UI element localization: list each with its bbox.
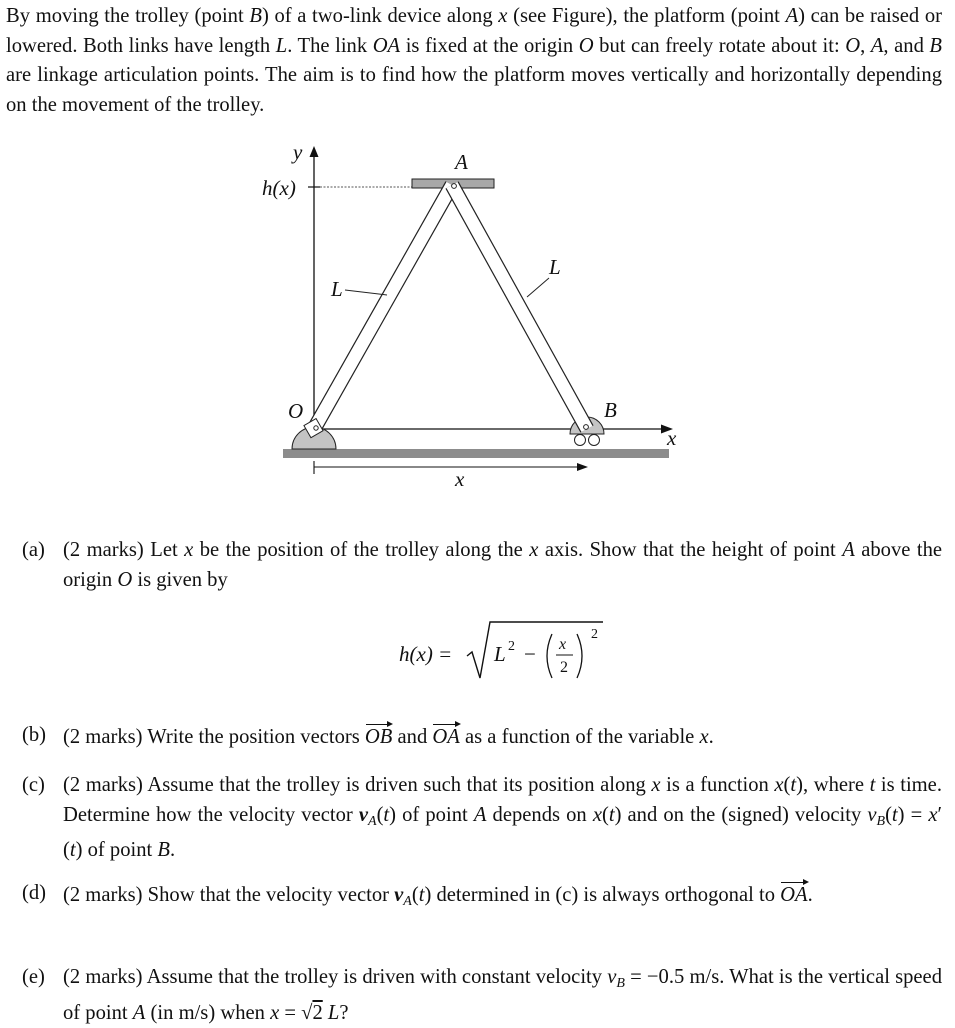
label-O: O xyxy=(288,399,304,423)
formula-L: L xyxy=(494,642,506,666)
label-L-right: L xyxy=(549,255,561,279)
link-OA xyxy=(314,185,452,429)
height-formula xyxy=(395,616,635,692)
label-h: h(x) xyxy=(262,176,296,200)
question-b: (b) (2 marks) Write the position vectors OB and OA as a function of the variable x. xyxy=(22,721,942,753)
formula-num: x xyxy=(559,636,567,653)
label-L-left: L xyxy=(331,277,343,301)
pivot-B xyxy=(584,425,589,430)
formula-L-exp: 2 xyxy=(508,639,515,654)
formula-outer-exp: 2 xyxy=(591,627,598,642)
question-a: (a) (2 marks) Let x be the position of the trolley along the x axis. Show that the height of point A above the origin O is given by xyxy=(22,536,942,595)
label-A: A xyxy=(455,150,468,174)
ground-bar xyxy=(283,449,669,458)
question-c-marks: (2 marks) xyxy=(63,774,143,796)
question-c: (c) (2 marks) Assume that the trolley is driven such that its position along x is a function x(t), where t is time. Determine how the velocity vector $v_A(t)$ of point A depends on x(t) and on the (signed) velocity $v_B(t) = x'(t)$ of point B. xyxy=(22,771,942,866)
formula-den: 2 xyxy=(560,659,568,676)
leader-left-L xyxy=(345,290,387,295)
link-AB xyxy=(452,185,587,429)
y-axis-arrow xyxy=(310,146,319,157)
trolley-wheel-left xyxy=(575,435,586,446)
label-x-axis: x xyxy=(667,426,677,450)
label-B: B xyxy=(604,398,617,422)
question-e-label: (e) xyxy=(22,966,45,988)
question-e: (e) (2 marks) Assume that the trolley is driven with constant velocity $v_B = -0.5$ m/s. What is the vertical speed of point A (in m/s) when x = √2 L? xyxy=(22,963,942,1028)
question-d-label: (d) xyxy=(22,882,47,904)
question-d: (d) (2 marks) Show that the velocity vector $v_A(t)$ determined in (c) is always orthogonal to OA. xyxy=(22,879,942,917)
label-x-dimension: x xyxy=(455,467,465,491)
linkage-figure xyxy=(0,138,955,498)
leader-right-L xyxy=(527,278,549,297)
pivot-O xyxy=(314,426,318,430)
question-a-label: (a) xyxy=(22,539,45,561)
question-a-marks: (2 marks) xyxy=(63,539,144,561)
question-b-marks: (2 marks) xyxy=(63,726,143,748)
question-d-marks: (2 marks) xyxy=(63,884,143,906)
formula-lhs: h(x) = xyxy=(399,642,453,666)
question-b-label: (b) xyxy=(22,724,47,746)
paren-right xyxy=(577,634,582,678)
trolley-wheel-right xyxy=(589,435,600,446)
pivot-A xyxy=(452,184,457,189)
question-e-marks: (2 marks) xyxy=(63,966,143,988)
label-y: y xyxy=(293,140,303,164)
intro-paragraph: By moving the trolley (point B) of a two-link device along x (see Figure), the platform (point A) can be raised or lowered. Both links have length L. The link OA is fixed at the origin O but can freely rotate about it: O, A, and B are linkage articulation points. The aim is to find how the platform moves vertically and horizontally depending on the movement of the trolley. xyxy=(6,5,943,116)
paren-left xyxy=(547,634,552,678)
formula-minus: − xyxy=(524,642,536,666)
question-c-label: (c) xyxy=(22,774,45,796)
